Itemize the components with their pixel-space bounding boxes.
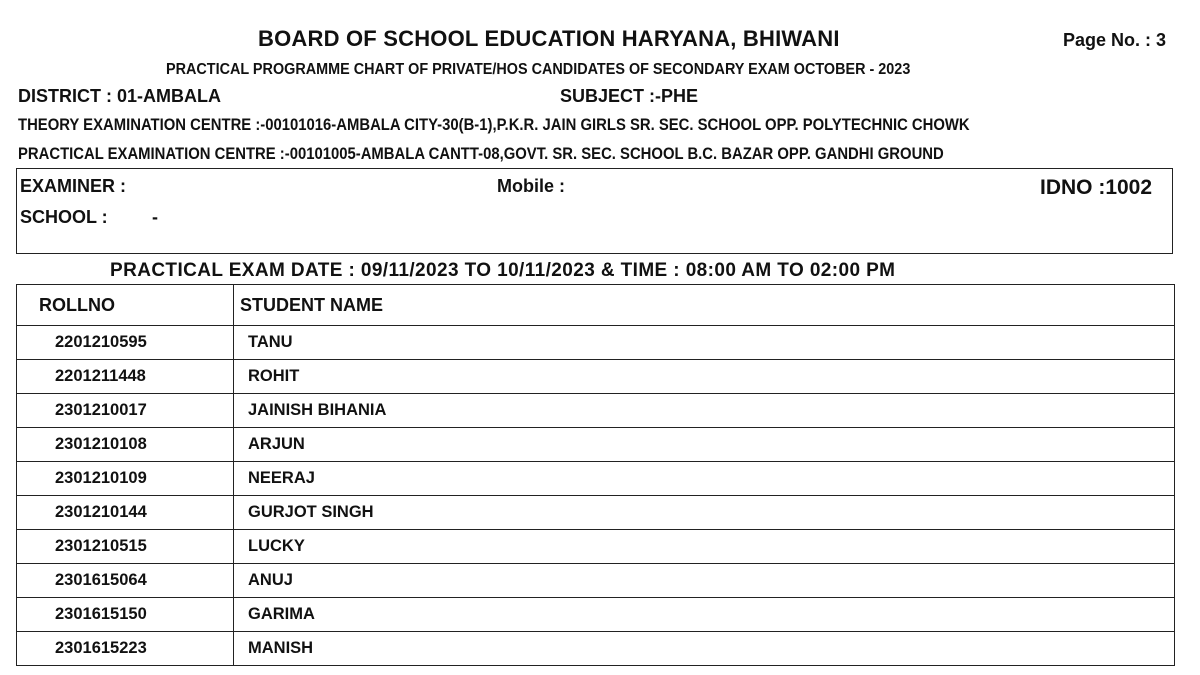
rollno-cell: 2301210144 [17,496,234,530]
col-header-student-name: STUDENT NAME [234,285,1175,326]
student-name-cell: TANU [234,326,1175,360]
page-number: Page No. : 3 [1063,30,1167,50]
student-name-cell: GARIMA [234,598,1175,632]
rollno-cell: 2301615223 [17,632,234,666]
table-row [17,326,1175,360]
rollno-cell: 2301615064 [17,564,234,598]
rollno-cell: 2301210017 [17,394,234,428]
practical-centre: PRACTICAL EXAMINATION CENTRE :-00101005-AMBALA CANTT-08,GOVT. SR. SEC. SCHOOL B.C. BAZAR OPP. GANDHI GROUND [18,145,944,163]
idno-label: IDNO :1002 [1040,176,1153,199]
subject-label: SUBJECT :-PHE [560,86,699,106]
table-row [17,496,1175,530]
table-row [17,360,1175,394]
table-row [17,462,1175,496]
rollno-cell: 2301210515 [17,530,234,564]
rollno-cell: 2301210109 [17,462,234,496]
student-name-cell: ANUJ [234,564,1175,598]
student-name-cell: ARJUN [234,428,1175,462]
table-row [17,428,1175,462]
student-name-cell: NEERAJ [234,462,1175,496]
col-header-rollno: ROLLNO [17,285,234,326]
board-title: BOARD OF SCHOOL EDUCATION HARYANA, BHIWANI [258,26,840,51]
examiner-label: EXAMINER : [20,176,127,196]
rollno-cell: 2301210108 [17,428,234,462]
table-header-row [17,285,1175,326]
school-label: SCHOOL : [20,207,108,227]
theory-centre: THEORY EXAMINATION CENTRE :-00101016-AMBALA CITY-30(B-1),P.K.R. JAIN GIRLS SR. SEC. SCHOOL OPP. POLYTECHNIC CHOWK [18,116,970,134]
rollno-cell: 2201211448 [17,360,234,394]
student-name-cell: ROHIT [234,360,1175,394]
school-value: - [152,207,158,227]
exam-date: PRACTICAL EXAM DATE : 09/11/2023 TO 10/11/2023 & TIME : 08:00 AM TO 02:00 PM [110,260,896,281]
rollno-cell: 2301615150 [17,598,234,632]
rollno-cell: 2201210595 [17,326,234,360]
document-subtitle: PRACTICAL PROGRAMME CHART OF PRIVATE/HOS CANDIDATES OF SECONDARY EXAM OCTOBER - 2023 [166,61,911,78]
table-row [17,564,1175,598]
district-label: DISTRICT : 01-AMBALA [18,86,221,106]
mobile-label: Mobile : [497,176,565,196]
student-name-cell: MANISH [234,632,1175,666]
table-row [17,632,1175,666]
student-name-cell: LUCKY [234,530,1175,564]
table-row [17,598,1175,632]
student-name-cell: JAINISH BIHANIA [234,394,1175,428]
student-table [16,284,1175,666]
student-name-cell: GURJOT SINGH [234,496,1175,530]
table-row [17,530,1175,564]
table-row [17,394,1175,428]
examiner-box [16,168,1173,254]
